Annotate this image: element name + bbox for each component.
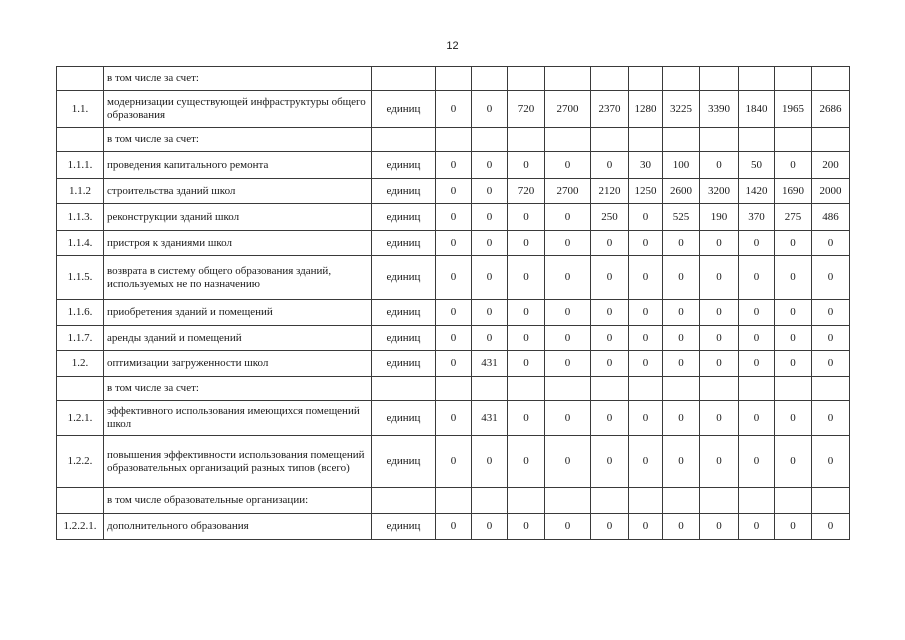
value-cell: 525 xyxy=(663,204,700,231)
table-body xyxy=(57,67,850,540)
value-cell xyxy=(508,377,545,401)
value-cell: 0 xyxy=(472,514,508,540)
value-cell: 0 xyxy=(629,514,663,540)
value-cell: 0 xyxy=(775,256,812,300)
value-cell: 0 xyxy=(591,300,629,326)
value-cell xyxy=(545,128,591,152)
value-cell: 0 xyxy=(508,436,545,488)
page-number: 12 xyxy=(446,40,459,52)
value-cell: 50 xyxy=(739,152,775,179)
value-cell: 0 xyxy=(663,436,700,488)
value-cell: 0 xyxy=(545,514,591,540)
value-cell: 275 xyxy=(775,204,812,231)
value-cell: 0 xyxy=(629,231,663,256)
value-cell: 0 xyxy=(629,300,663,326)
indicator-name-cell: дополнительного образования xyxy=(104,514,372,540)
unit-cell: единиц xyxy=(372,351,436,377)
value-cell xyxy=(629,488,663,514)
row-number-cell: 1.1.3. xyxy=(57,204,104,231)
value-cell: 0 xyxy=(591,152,629,179)
value-cell xyxy=(591,67,629,91)
value-cell xyxy=(629,377,663,401)
row-number-cell: 1.1.1. xyxy=(57,152,104,179)
value-cell: 0 xyxy=(472,204,508,231)
value-cell: 0 xyxy=(508,401,545,436)
value-cell xyxy=(663,128,700,152)
value-cell: 1840 xyxy=(739,91,775,128)
value-cell xyxy=(812,128,850,152)
value-cell: 100 xyxy=(663,152,700,179)
value-cell: 0 xyxy=(508,351,545,377)
value-cell: 0 xyxy=(663,326,700,351)
value-cell: 0 xyxy=(739,401,775,436)
value-cell: 0 xyxy=(775,326,812,351)
value-cell: 0 xyxy=(812,436,850,488)
value-cell: 0 xyxy=(591,401,629,436)
value-cell: 0 xyxy=(472,326,508,351)
row-number-cell xyxy=(57,67,104,91)
value-cell xyxy=(472,67,508,91)
indicator-name-cell: эффективного использования имеющихся помещений школ xyxy=(104,401,372,436)
value-cell: 0 xyxy=(812,326,850,351)
value-cell xyxy=(700,128,739,152)
value-cell: 0 xyxy=(545,256,591,300)
value-cell xyxy=(545,67,591,91)
row-number-cell xyxy=(57,377,104,401)
value-cell: 0 xyxy=(700,401,739,436)
value-cell: 0 xyxy=(812,231,850,256)
unit-cell: единиц xyxy=(372,91,436,128)
value-cell: 0 xyxy=(545,351,591,377)
value-cell: 0 xyxy=(700,231,739,256)
unit-cell xyxy=(372,488,436,514)
value-cell: 200 xyxy=(812,152,850,179)
value-cell xyxy=(700,67,739,91)
value-cell: 1280 xyxy=(629,91,663,128)
value-cell: 2686 xyxy=(812,91,850,128)
value-cell: 431 xyxy=(472,351,508,377)
value-cell xyxy=(508,488,545,514)
value-cell: 0 xyxy=(663,351,700,377)
value-cell: 0 xyxy=(700,351,739,377)
value-cell: 0 xyxy=(545,231,591,256)
value-cell: 2120 xyxy=(591,179,629,204)
value-cell: 0 xyxy=(629,326,663,351)
value-cell: 0 xyxy=(508,231,545,256)
value-cell: 0 xyxy=(545,436,591,488)
value-cell: 431 xyxy=(472,401,508,436)
value-cell: 0 xyxy=(663,401,700,436)
row-number-cell: 1.1.5. xyxy=(57,256,104,300)
value-cell xyxy=(472,488,508,514)
value-cell: 0 xyxy=(508,204,545,231)
table-row xyxy=(57,67,850,91)
value-cell: 720 xyxy=(508,179,545,204)
table-row xyxy=(57,514,850,540)
table-row xyxy=(57,326,850,351)
indicator-name-cell: реконструкции зданий школ xyxy=(104,204,372,231)
value-cell: 30 xyxy=(629,152,663,179)
value-cell: 0 xyxy=(591,351,629,377)
table-row xyxy=(57,152,850,179)
value-cell: 2000 xyxy=(812,179,850,204)
value-cell: 0 xyxy=(775,231,812,256)
value-cell: 0 xyxy=(629,436,663,488)
table-row xyxy=(57,204,850,231)
value-cell: 0 xyxy=(436,326,472,351)
value-cell xyxy=(775,67,812,91)
unit-cell: единиц xyxy=(372,514,436,540)
value-cell: 0 xyxy=(700,436,739,488)
indicators-table xyxy=(56,66,850,540)
row-number-cell: 1.1.6. xyxy=(57,300,104,326)
row-number-cell: 1.1. xyxy=(57,91,104,128)
value-cell: 1250 xyxy=(629,179,663,204)
value-cell xyxy=(663,488,700,514)
value-cell: 0 xyxy=(508,514,545,540)
value-cell: 1965 xyxy=(775,91,812,128)
value-cell xyxy=(629,67,663,91)
indicator-name-cell: возврата в систему общего образования зданий, используемых не по назначению xyxy=(104,256,372,300)
value-cell: 0 xyxy=(591,436,629,488)
value-cell xyxy=(739,128,775,152)
value-cell xyxy=(812,488,850,514)
unit-cell: единиц xyxy=(372,401,436,436)
value-cell xyxy=(436,67,472,91)
value-cell: 0 xyxy=(472,91,508,128)
value-cell: 1690 xyxy=(775,179,812,204)
unit-cell: единиц xyxy=(372,326,436,351)
unit-cell: единиц xyxy=(372,231,436,256)
value-cell: 250 xyxy=(591,204,629,231)
value-cell: 0 xyxy=(472,231,508,256)
row-number-cell: 1.1.7. xyxy=(57,326,104,351)
value-cell: 3225 xyxy=(663,91,700,128)
value-cell: 0 xyxy=(436,231,472,256)
value-cell: 0 xyxy=(775,436,812,488)
value-cell xyxy=(775,128,812,152)
row-number-cell: 1.1.2 xyxy=(57,179,104,204)
row-number-cell: 1.2. xyxy=(57,351,104,377)
value-cell xyxy=(436,128,472,152)
value-cell: 0 xyxy=(739,326,775,351)
row-number-cell: 1.2.2. xyxy=(57,436,104,488)
indicator-name-cell: повышения эффективности использования помещений образовательных организаций разных типов (всего) xyxy=(104,436,372,488)
value-cell: 0 xyxy=(436,436,472,488)
value-cell xyxy=(508,67,545,91)
value-cell: 0 xyxy=(812,514,850,540)
value-cell: 0 xyxy=(812,300,850,326)
value-cell xyxy=(472,128,508,152)
value-cell: 0 xyxy=(591,514,629,540)
unit-cell: единиц xyxy=(372,436,436,488)
value-cell: 0 xyxy=(700,256,739,300)
value-cell: 0 xyxy=(545,204,591,231)
value-cell: 0 xyxy=(545,300,591,326)
value-cell: 0 xyxy=(700,326,739,351)
value-cell: 1420 xyxy=(739,179,775,204)
value-cell: 2370 xyxy=(591,91,629,128)
row-number-cell xyxy=(57,128,104,152)
value-cell xyxy=(700,488,739,514)
unit-cell xyxy=(372,67,436,91)
value-cell: 2600 xyxy=(663,179,700,204)
value-cell: 486 xyxy=(812,204,850,231)
value-cell: 0 xyxy=(436,204,472,231)
indicator-name-cell: оптимизации загруженности школ xyxy=(104,351,372,377)
value-cell xyxy=(472,377,508,401)
row-number-cell: 1.2.2.1. xyxy=(57,514,104,540)
value-cell: 0 xyxy=(629,401,663,436)
value-cell xyxy=(739,67,775,91)
value-cell: 0 xyxy=(545,401,591,436)
indicator-name-cell: в том числе образовательные организации: xyxy=(104,488,372,514)
value-cell: 0 xyxy=(508,326,545,351)
value-cell: 0 xyxy=(629,256,663,300)
table-row xyxy=(57,128,850,152)
indicator-name-cell: приобретения зданий и помещений xyxy=(104,300,372,326)
value-cell: 0 xyxy=(545,326,591,351)
value-cell: 0 xyxy=(508,152,545,179)
unit-cell xyxy=(372,377,436,401)
value-cell: 720 xyxy=(508,91,545,128)
table-row xyxy=(57,300,850,326)
value-cell xyxy=(591,377,629,401)
value-cell: 0 xyxy=(591,326,629,351)
value-cell: 0 xyxy=(591,256,629,300)
value-cell xyxy=(508,128,545,152)
value-cell: 0 xyxy=(436,401,472,436)
value-cell: 0 xyxy=(700,152,739,179)
value-cell xyxy=(739,377,775,401)
value-cell: 0 xyxy=(472,179,508,204)
indicator-name-cell: модернизации существующей инфраструктуры общего образования xyxy=(104,91,372,128)
value-cell: 0 xyxy=(663,231,700,256)
unit-cell xyxy=(372,128,436,152)
unit-cell: единиц xyxy=(372,256,436,300)
indicator-name-cell: в том числе за счет: xyxy=(104,128,372,152)
value-cell: 0 xyxy=(629,351,663,377)
value-cell: 0 xyxy=(436,179,472,204)
table-row xyxy=(57,179,850,204)
value-cell xyxy=(591,128,629,152)
value-cell xyxy=(663,377,700,401)
unit-cell: единиц xyxy=(372,300,436,326)
value-cell: 0 xyxy=(775,351,812,377)
value-cell xyxy=(436,488,472,514)
row-number-cell xyxy=(57,488,104,514)
value-cell xyxy=(436,377,472,401)
unit-cell: единиц xyxy=(372,204,436,231)
unit-cell: единиц xyxy=(372,152,436,179)
value-cell: 0 xyxy=(545,152,591,179)
value-cell: 370 xyxy=(739,204,775,231)
row-number-cell: 1.2.1. xyxy=(57,401,104,436)
value-cell: 0 xyxy=(739,436,775,488)
value-cell: 0 xyxy=(591,231,629,256)
table-row xyxy=(57,401,850,436)
value-cell xyxy=(812,377,850,401)
unit-cell: единиц xyxy=(372,179,436,204)
value-cell xyxy=(545,377,591,401)
table-row xyxy=(57,231,850,256)
value-cell: 2700 xyxy=(545,91,591,128)
table-row xyxy=(57,256,850,300)
indicator-name-cell: пристроя к зданиями школ xyxy=(104,231,372,256)
value-cell: 0 xyxy=(472,300,508,326)
value-cell: 0 xyxy=(775,401,812,436)
value-cell: 0 xyxy=(436,91,472,128)
value-cell: 0 xyxy=(436,514,472,540)
value-cell xyxy=(775,488,812,514)
value-cell: 0 xyxy=(812,401,850,436)
indicator-name-cell: аренды зданий и помещений xyxy=(104,326,372,351)
table-row xyxy=(57,436,850,488)
value-cell xyxy=(591,488,629,514)
value-cell: 0 xyxy=(472,256,508,300)
value-cell: 0 xyxy=(436,152,472,179)
value-cell: 0 xyxy=(472,152,508,179)
value-cell xyxy=(700,377,739,401)
value-cell: 0 xyxy=(775,300,812,326)
value-cell xyxy=(812,67,850,91)
value-cell: 0 xyxy=(739,351,775,377)
indicator-name-cell: в том числе за счет: xyxy=(104,67,372,91)
row-number-cell: 1.1.4. xyxy=(57,231,104,256)
value-cell: 0 xyxy=(508,300,545,326)
value-cell xyxy=(663,67,700,91)
value-cell: 0 xyxy=(629,204,663,231)
value-cell: 0 xyxy=(812,351,850,377)
table-row xyxy=(57,351,850,377)
value-cell: 0 xyxy=(436,256,472,300)
value-cell: 0 xyxy=(775,152,812,179)
value-cell: 0 xyxy=(700,300,739,326)
value-cell: 0 xyxy=(472,436,508,488)
value-cell: 0 xyxy=(700,514,739,540)
value-cell xyxy=(629,128,663,152)
value-cell: 2700 xyxy=(545,179,591,204)
value-cell: 0 xyxy=(663,300,700,326)
value-cell xyxy=(739,488,775,514)
value-cell: 3390 xyxy=(700,91,739,128)
value-cell: 0 xyxy=(775,514,812,540)
value-cell: 0 xyxy=(663,514,700,540)
value-cell: 3200 xyxy=(700,179,739,204)
value-cell: 0 xyxy=(436,300,472,326)
indicator-name-cell: строительства зданий школ xyxy=(104,179,372,204)
value-cell xyxy=(545,488,591,514)
indicator-name-cell: в том числе за счет: xyxy=(104,377,372,401)
table-row xyxy=(57,91,850,128)
value-cell: 0 xyxy=(812,256,850,300)
value-cell: 0 xyxy=(739,256,775,300)
value-cell: 0 xyxy=(739,300,775,326)
value-cell: 0 xyxy=(663,256,700,300)
value-cell: 0 xyxy=(739,514,775,540)
table-row xyxy=(57,488,850,514)
value-cell: 0 xyxy=(739,231,775,256)
value-cell: 0 xyxy=(436,351,472,377)
value-cell: 0 xyxy=(508,256,545,300)
value-cell: 190 xyxy=(700,204,739,231)
value-cell xyxy=(775,377,812,401)
table-row xyxy=(57,377,850,401)
indicator-name-cell: проведения капитального ремонта xyxy=(104,152,372,179)
